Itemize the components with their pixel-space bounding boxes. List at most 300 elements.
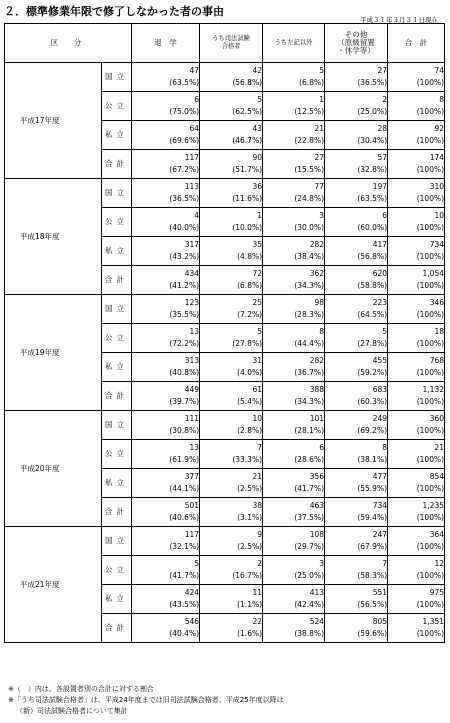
count-value: 31 — [252, 356, 263, 365]
count-value: 57 — [377, 153, 388, 162]
percent-value: (6.8%) — [299, 78, 325, 87]
count-value: 1,235 — [422, 501, 445, 510]
percent-value: (59.6%) — [357, 629, 388, 638]
percent-value: (59.2%) — [357, 368, 388, 377]
count-value: 434 — [184, 269, 200, 278]
count-value: 223 — [372, 298, 388, 307]
count-value: 477 — [372, 472, 388, 481]
data-cell — [263, 208, 325, 237]
count-value: 8 — [382, 443, 388, 452]
percent-value: (56.8%) — [232, 78, 263, 87]
percent-value: (40.8%) — [169, 368, 200, 377]
count-value: 64 — [189, 124, 200, 133]
percent-value: (56.8%) — [357, 252, 388, 261]
data-cell — [200, 150, 263, 179]
data-cell — [388, 179, 445, 208]
data-cell — [200, 440, 263, 469]
count-value: 620 — [372, 269, 388, 278]
data-cell — [325, 295, 388, 324]
count-value: 3 — [319, 211, 325, 220]
percent-value: (67.2%) — [169, 165, 200, 174]
data-cell — [132, 614, 200, 643]
category-label: 国立 — [102, 527, 132, 556]
percent-value: (25.0%) — [357, 107, 388, 116]
year-label: 平成20年度 — [5, 411, 75, 527]
data-cell — [263, 324, 325, 353]
percent-value: (25.0%) — [294, 571, 325, 580]
percent-value: (30.4%) — [357, 136, 388, 145]
percent-value: (15.5%) — [294, 165, 325, 174]
count-value: 101 — [309, 414, 325, 423]
data-cell — [263, 498, 325, 527]
data-cell — [263, 614, 325, 643]
percent-value: (12.5%) — [294, 107, 325, 116]
count-value: 12 — [434, 559, 445, 568]
category-label: 国立 — [102, 179, 132, 208]
footnote-2: ※「うち司法試験合格者」は、平成24年度までは旧司法試験合格者、平成25年度以降は — [8, 696, 284, 704]
data-cell — [132, 92, 200, 121]
count-value: 356 — [309, 472, 325, 481]
percent-value: (35.5%) — [169, 310, 200, 319]
data-cell — [325, 585, 388, 614]
percent-value: (100%) — [416, 136, 445, 145]
count-value: 4 — [194, 211, 200, 220]
count-value: 317 — [184, 240, 200, 249]
data-cell — [132, 411, 200, 440]
category-label: 合計 — [102, 150, 132, 179]
count-value: 43 — [252, 124, 263, 133]
count-value: 524 — [309, 617, 325, 626]
percent-value: (22.8%) — [294, 136, 325, 145]
count-value: 36 — [252, 182, 263, 191]
data-cell — [325, 614, 388, 643]
count-value: 8 — [439, 95, 445, 104]
count-value: 364 — [429, 530, 445, 539]
header-withdrawal: 退 学 — [132, 24, 200, 63]
count-value: 975 — [429, 588, 445, 597]
count-value: 362 — [309, 269, 325, 278]
percent-value: (24.8%) — [294, 194, 325, 203]
data-cell — [132, 179, 200, 208]
percent-value: (100%) — [416, 107, 445, 116]
data-cell — [388, 614, 445, 643]
category-label: 国立 — [102, 63, 132, 92]
data-cell — [263, 150, 325, 179]
count-value: 5 — [257, 327, 263, 336]
data-cell — [132, 324, 200, 353]
count-value: 768 — [429, 356, 445, 365]
percent-value: (100%) — [416, 600, 445, 609]
table-row — [5, 527, 445, 556]
count-value: 117 — [184, 153, 200, 162]
data-cell — [263, 585, 325, 614]
data-cell — [200, 324, 263, 353]
percent-value: (100%) — [416, 542, 445, 551]
count-value: 377 — [184, 472, 200, 481]
data-cell — [325, 498, 388, 527]
count-value: 1,132 — [422, 385, 445, 394]
count-value: 13 — [189, 327, 200, 336]
count-value: 123 — [184, 298, 200, 307]
data-cell — [132, 556, 200, 585]
data-cell — [263, 266, 325, 295]
percent-value: (40.0%) — [169, 223, 200, 232]
count-value: 113 — [184, 182, 200, 191]
data-cell — [325, 440, 388, 469]
year-spacer — [75, 179, 102, 295]
count-value: 417 — [372, 240, 388, 249]
count-value: 5 — [257, 95, 263, 104]
percent-value: (100%) — [416, 484, 445, 493]
percent-value: (5.4%) — [237, 397, 263, 406]
percent-value: (34.3%) — [294, 281, 325, 290]
data-cell — [388, 498, 445, 527]
percent-value: (4.8%) — [237, 252, 263, 261]
count-value: 90 — [252, 153, 263, 162]
data-cell — [388, 440, 445, 469]
data-cell — [263, 237, 325, 266]
percent-value: (100%) — [416, 252, 445, 261]
data-cell — [388, 585, 445, 614]
count-value: 21 — [252, 472, 263, 481]
count-value: 1 — [257, 211, 263, 220]
count-value: 7 — [382, 559, 388, 568]
data-cell — [132, 440, 200, 469]
data-cell — [388, 266, 445, 295]
percent-value: (100%) — [416, 194, 445, 203]
count-value: 1 — [319, 95, 325, 104]
data-cell — [325, 63, 388, 92]
count-value: 854 — [429, 472, 445, 481]
percent-value: (62.5%) — [232, 107, 263, 116]
data-cell — [263, 353, 325, 382]
count-value: 27 — [314, 153, 325, 162]
data-cell — [200, 121, 263, 150]
data-cell — [263, 527, 325, 556]
percent-value: (100%) — [416, 571, 445, 580]
percent-value: (29.7%) — [294, 542, 325, 551]
percent-value: (38.4%) — [294, 252, 325, 261]
count-value: 2 — [257, 559, 263, 568]
data-cell — [325, 92, 388, 121]
year-label: 平成19年度 — [5, 295, 75, 411]
table-header-row — [5, 24, 445, 63]
percent-value: (100%) — [416, 513, 445, 522]
year-spacer — [75, 527, 102, 643]
data-cell — [263, 440, 325, 469]
percent-value: (41.2%) — [169, 281, 200, 290]
category-label: 私立 — [102, 353, 132, 382]
data-cell — [388, 237, 445, 266]
data-cell — [200, 411, 263, 440]
count-value: 360 — [429, 414, 445, 423]
count-value: 1,351 — [422, 617, 445, 626]
percent-value: (28.3%) — [294, 310, 325, 319]
percent-value: (7.2%) — [237, 310, 263, 319]
data-cell — [325, 556, 388, 585]
percent-value: (64.5%) — [357, 310, 388, 319]
reasons-table — [4, 23, 445, 643]
count-value: 805 — [372, 617, 388, 626]
data-cell — [200, 527, 263, 556]
category-label: 公立 — [102, 556, 132, 585]
year-spacer — [75, 63, 102, 179]
data-cell — [325, 469, 388, 498]
percent-value: (51.7%) — [232, 165, 263, 174]
data-cell — [200, 92, 263, 121]
percent-value: (39.7%) — [169, 397, 200, 406]
data-cell — [325, 266, 388, 295]
percent-value: (32.1%) — [169, 542, 200, 551]
data-cell — [200, 469, 263, 498]
data-cell — [263, 411, 325, 440]
count-value: 551 — [372, 588, 388, 597]
year-spacer — [75, 295, 102, 411]
data-cell — [132, 527, 200, 556]
count-value: 21 — [314, 124, 325, 133]
data-cell — [132, 498, 200, 527]
data-cell — [132, 585, 200, 614]
data-cell — [388, 527, 445, 556]
percent-value: (60.0%) — [357, 223, 388, 232]
count-value: 8 — [319, 327, 325, 336]
data-cell — [388, 382, 445, 411]
count-value: 18 — [434, 327, 445, 336]
count-value: 72 — [252, 269, 263, 278]
data-cell — [200, 179, 263, 208]
percent-value: (11.6%) — [232, 194, 263, 203]
percent-value: (69.2%) — [357, 426, 388, 435]
percent-value: (40.4%) — [169, 629, 200, 638]
category-label: 私立 — [102, 585, 132, 614]
footnote-3: （新）司法試験合格者について集計 — [16, 707, 128, 715]
data-cell — [132, 295, 200, 324]
count-value: 734 — [372, 501, 388, 510]
category-label: 私立 — [102, 469, 132, 498]
data-cell — [388, 353, 445, 382]
count-value: 117 — [184, 530, 200, 539]
header-other-than-above: うち左記以外 — [263, 24, 325, 63]
data-cell — [132, 63, 200, 92]
percent-value: (2.5%) — [237, 484, 263, 493]
data-cell — [132, 150, 200, 179]
percent-value: (58.8%) — [357, 281, 388, 290]
data-cell — [263, 92, 325, 121]
count-value: 10 — [252, 414, 263, 423]
count-value: 501 — [184, 501, 200, 510]
count-value: 1,054 — [422, 269, 445, 278]
percent-value: (38.8%) — [294, 629, 325, 638]
data-cell — [325, 411, 388, 440]
count-value: 455 — [372, 356, 388, 365]
count-value: 108 — [309, 530, 325, 539]
percent-value: (56.5%) — [357, 600, 388, 609]
data-cell — [325, 353, 388, 382]
count-value: 3 — [319, 559, 325, 568]
percent-value: (100%) — [416, 455, 445, 464]
category-label: 公立 — [102, 208, 132, 237]
category-label: 国立 — [102, 295, 132, 324]
percent-value: (100%) — [416, 426, 445, 435]
percent-value: (41.7%) — [169, 571, 200, 580]
percent-value: (2.8%) — [237, 426, 263, 435]
table-row — [5, 411, 445, 440]
count-value: 28 — [377, 124, 388, 133]
percent-value: (69.6%) — [169, 136, 200, 145]
percent-value: (16.7%) — [232, 571, 263, 580]
data-cell — [388, 556, 445, 585]
percent-value: (30.0%) — [294, 223, 325, 232]
data-cell — [132, 237, 200, 266]
data-cell — [325, 179, 388, 208]
count-value: 449 — [184, 385, 200, 394]
year-spacer — [75, 411, 102, 527]
header-section: 区 分 — [5, 24, 132, 63]
data-cell — [325, 324, 388, 353]
count-value: 61 — [252, 385, 263, 394]
data-cell — [388, 208, 445, 237]
data-cell — [200, 498, 263, 527]
percent-value: (37.5%) — [294, 513, 325, 522]
percent-value: (75.0%) — [169, 107, 200, 116]
percent-value: (72.2%) — [169, 339, 200, 348]
category-label: 合計 — [102, 614, 132, 643]
data-cell — [263, 556, 325, 585]
percent-value: (43.5%) — [169, 600, 200, 609]
data-cell — [325, 121, 388, 150]
percent-value: (100%) — [416, 281, 445, 290]
count-value: 734 — [429, 240, 445, 249]
data-cell — [200, 266, 263, 295]
data-cell — [132, 353, 200, 382]
count-value: 74 — [434, 66, 445, 75]
table-body — [5, 63, 445, 643]
count-value: 9 — [257, 530, 263, 539]
count-value: 7 — [257, 443, 263, 452]
count-value: 546 — [184, 617, 200, 626]
data-cell — [325, 527, 388, 556]
year-label: 平成21年度 — [5, 527, 75, 643]
data-cell — [132, 382, 200, 411]
percent-value: (43.2%) — [169, 252, 200, 261]
count-value: 21 — [434, 443, 445, 452]
data-cell — [132, 208, 200, 237]
count-value: 249 — [372, 414, 388, 423]
data-cell — [132, 469, 200, 498]
data-cell — [325, 237, 388, 266]
count-value: 424 — [184, 588, 200, 597]
data-cell — [388, 121, 445, 150]
percent-value: (100%) — [416, 223, 445, 232]
percent-value: (100%) — [416, 368, 445, 377]
footnote-1: ※（ ）内は、各設置者別の合計に対する割合 — [8, 685, 154, 693]
percent-value: (40.6%) — [169, 513, 200, 522]
category-label: 合計 — [102, 266, 132, 295]
percent-value: (27.8%) — [232, 339, 263, 348]
count-value: 11 — [252, 588, 263, 597]
percent-value: (27.8%) — [357, 339, 388, 348]
data-cell — [325, 382, 388, 411]
count-value: 6 — [382, 211, 388, 220]
count-value: 25 — [252, 298, 263, 307]
percent-value: (36.5%) — [169, 194, 200, 203]
count-value: 22 — [252, 617, 263, 626]
data-cell — [388, 324, 445, 353]
header-total: 合 計 — [388, 24, 445, 63]
count-value: 197 — [372, 182, 388, 191]
count-value: 282 — [309, 240, 325, 249]
percent-value: (4.0%) — [237, 368, 263, 377]
count-value: 47 — [189, 66, 200, 75]
percent-value: (30.8%) — [169, 426, 200, 435]
data-cell — [388, 150, 445, 179]
percent-value: (1.6%) — [237, 629, 263, 638]
data-cell — [263, 382, 325, 411]
data-cell — [200, 382, 263, 411]
percent-value: (36.5%) — [357, 78, 388, 87]
data-cell — [388, 92, 445, 121]
data-cell — [325, 150, 388, 179]
count-value: 313 — [184, 356, 200, 365]
percent-value: (3.1%) — [237, 513, 263, 522]
data-cell — [200, 208, 263, 237]
data-cell — [388, 411, 445, 440]
count-value: 5 — [382, 327, 388, 336]
percent-value: (58.3%) — [357, 571, 388, 580]
count-value: 42 — [252, 66, 263, 75]
data-cell — [263, 179, 325, 208]
header-bar-passers: うち司法試験 合格者 — [200, 24, 263, 63]
data-cell — [388, 63, 445, 92]
category-label: 公立 — [102, 92, 132, 121]
percent-value: (38.1%) — [357, 455, 388, 464]
percent-value: (60.3%) — [357, 397, 388, 406]
percent-value: (61.9%) — [169, 455, 200, 464]
count-value: 282 — [309, 356, 325, 365]
category-label: 合計 — [102, 382, 132, 411]
table-row — [5, 179, 445, 208]
percent-value: (28.1%) — [294, 426, 325, 435]
percent-value: (44.4%) — [294, 339, 325, 348]
header-other: その他 （原級留置 ・休学等） — [325, 24, 388, 63]
percent-value: (42.4%) — [294, 600, 325, 609]
count-value: 35 — [252, 240, 263, 249]
count-value: 5 — [319, 66, 325, 75]
count-value: 13 — [189, 443, 200, 452]
category-label: 国立 — [102, 411, 132, 440]
table-row — [5, 63, 445, 92]
data-cell — [200, 63, 263, 92]
percent-value: (55.9%) — [357, 484, 388, 493]
data-cell — [200, 295, 263, 324]
count-value: 6 — [319, 443, 325, 452]
data-cell — [263, 121, 325, 150]
count-value: 683 — [372, 385, 388, 394]
percent-value: (100%) — [416, 397, 445, 406]
percent-value: (100%) — [416, 78, 445, 87]
as-of-date: 平成３１年３月３１日現在 — [360, 16, 438, 24]
data-cell — [388, 469, 445, 498]
percent-value: (100%) — [416, 310, 445, 319]
percent-value: (63.5%) — [357, 194, 388, 203]
percent-value: (100%) — [416, 339, 445, 348]
page-title: ２．標準修業年限で修了しなかった者の事由 — [4, 5, 224, 18]
data-cell — [132, 121, 200, 150]
data-cell — [200, 353, 263, 382]
data-cell — [325, 208, 388, 237]
data-cell — [200, 237, 263, 266]
percent-value: (2.5%) — [237, 542, 263, 551]
